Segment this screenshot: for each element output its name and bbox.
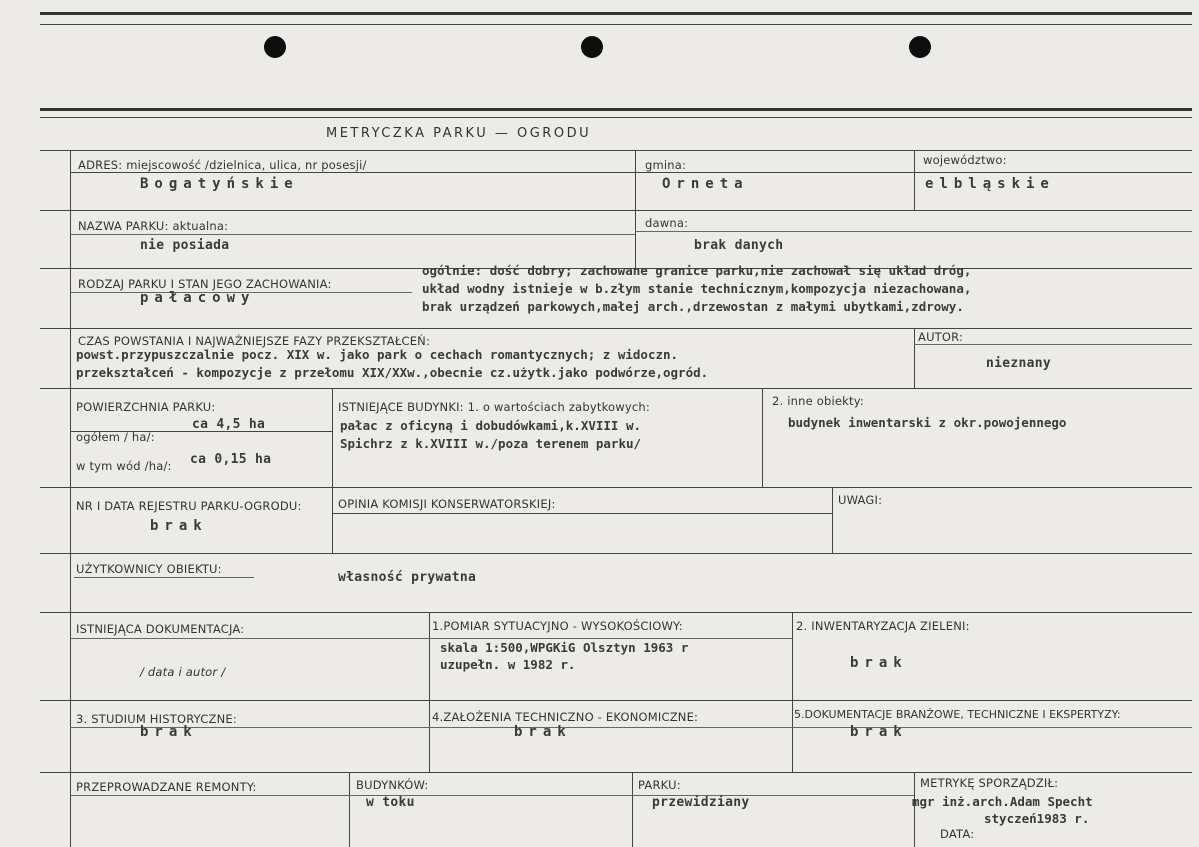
col-divider xyxy=(914,328,915,388)
adres-label: ADRES: miejscowość /dzielnica, ulica, nr posesji/ xyxy=(78,158,367,172)
top-border xyxy=(40,12,1192,15)
stan-line: układ wodny istnieje w b.złym stanie technicznym,kompozycja niezachowana, xyxy=(422,281,972,296)
wojewodztwo-label: województwo: xyxy=(923,153,1007,167)
czas-label: CZAS POWSTANIA I NAJWAŻNIEJSZE FAZY PRZEKSZTAŁCEŃ: xyxy=(78,334,431,348)
czas-line: przekształceń - kompozycje z przełomu XIX/XXw.,obecnie cz.użytk.jako podwórze,ogród. xyxy=(76,365,709,380)
pomiar-label: 1.POMIAR SYTUACYJNO - WYSOKOŚCIOWY: xyxy=(432,619,683,633)
inner-line xyxy=(70,172,1192,173)
dokumentacja-underline xyxy=(70,638,792,639)
gmina-label: gmina: xyxy=(645,158,687,172)
punch-hole-right xyxy=(909,36,931,58)
col-divider xyxy=(914,772,915,847)
stan-line: ogólnie: dość dobry; zachowane granice parku,nie zachował się układ dróg, xyxy=(422,263,972,278)
wod-value: ca 0,15 ha xyxy=(190,452,272,467)
uwagi-label: UWAGI: xyxy=(838,493,883,507)
budynkow-label: BUDYNKÓW: xyxy=(356,778,429,792)
wojewodztwo-value: elbląskie xyxy=(925,176,1055,192)
autor-underline xyxy=(914,344,1192,345)
pomiar-line: uzupełn. w 1982 r. xyxy=(440,657,576,672)
rodzaj-label: RODZAJ PARKU I STAN JEGO ZACHOWANIA: xyxy=(78,277,332,291)
row-line xyxy=(40,700,1192,701)
rodzaj-value: pałacowy xyxy=(140,290,256,306)
autor-label: AUTOR: xyxy=(918,330,964,344)
col-divider xyxy=(635,150,636,268)
uzytkownicy-underline xyxy=(74,577,254,578)
row-line xyxy=(40,150,1192,151)
studium-underline xyxy=(70,727,1192,728)
remonty-underline xyxy=(70,795,914,796)
page-title: METRYCZKA PARKU — OGRODU xyxy=(326,126,592,141)
row-line xyxy=(40,210,1192,211)
zalozenia-label: 4.ZAŁOŻENIA TECHNICZNO - EKONOMICZNE: xyxy=(432,710,699,724)
studium-value: brak xyxy=(140,724,198,740)
dawna-value: brak danych xyxy=(694,238,784,253)
branzowe-label: 5.DOKUMENTACJE BRANŻOWE, TECHNICZNE I EKSPERTYZY: xyxy=(794,708,1121,721)
budynkow-value: w toku xyxy=(366,795,415,810)
wod-label: w tym wód /ha/: xyxy=(76,459,172,473)
branzowe-value: brak xyxy=(850,724,908,740)
rejestr-value: brak xyxy=(150,518,208,534)
nazwa-value: nie posiada xyxy=(140,238,230,253)
metryke-value: mgr inż.arch.Adam Specht xyxy=(912,794,1093,809)
ogolem-value: ca 4,5 ha xyxy=(192,417,266,432)
metryke-label: METRYKĘ SPORZĄDZIŁ: xyxy=(920,776,1059,790)
uzytkownicy-label: UŻYTKOWNICY OBIEKTU: xyxy=(76,562,222,576)
punch-hole-center xyxy=(581,36,603,58)
col-divider xyxy=(332,388,333,553)
opinia-label: OPINIA KOMISJI KONSERWATORSKIEJ: xyxy=(338,497,556,511)
uzytkownicy-value: własność prywatna xyxy=(338,570,477,585)
parku-label: PARKU: xyxy=(638,778,681,792)
row-line xyxy=(40,553,1192,554)
nazwa-label: NAZWA PARKU: aktualna: xyxy=(78,219,229,233)
adres-value: Bogatyńskie xyxy=(140,176,299,192)
powierzchnia-label: POWIERZCHNIA PARKU: xyxy=(76,400,216,414)
budynki-line: pałac z oficyną i dobudówkami,k.XVIII w. xyxy=(340,418,642,433)
header-border-inner xyxy=(40,117,1192,118)
data-autor-label: / data i autor / xyxy=(140,665,226,679)
top-border-inner xyxy=(40,24,1192,25)
col-divider xyxy=(832,487,833,553)
stan-line: brak urządzeń parkowych,małej arch.,drzewostan z małymi ubytkami,zdrowy. xyxy=(422,299,964,314)
data-value: styczeń1983 r. xyxy=(984,811,1090,826)
col-divider xyxy=(792,612,793,772)
dokumentacja-label: ISTNIEJĄCA DOKUMENTACJA: xyxy=(76,622,245,636)
col-divider xyxy=(349,772,350,847)
data-label: DATA: xyxy=(940,827,975,841)
row-line xyxy=(40,772,1192,773)
col-divider xyxy=(429,612,430,772)
col-divider xyxy=(762,388,763,487)
inwentaryzacja-label: 2. INWENTARYZACJA ZIELENI: xyxy=(796,619,970,633)
dawna-label: dawna: xyxy=(645,216,689,230)
col-divider xyxy=(632,772,633,847)
budynki-line: Spichrz z k.XVIII w./poza terenem parku/ xyxy=(340,436,642,451)
ogolem-label: ogółem / ha/: xyxy=(76,430,155,444)
pomiar-line: skala 1:500,WPGKiG Olsztyn 1963 r xyxy=(440,640,689,655)
inne-obiekty-value: budynek inwentarski z okr.powojennego xyxy=(788,415,1067,430)
col-divider xyxy=(914,150,915,210)
header-border xyxy=(40,108,1192,111)
row-line xyxy=(40,328,1192,329)
autor-value: nieznany xyxy=(986,356,1052,371)
row-line xyxy=(40,487,1192,488)
dawna-underline xyxy=(635,231,1192,232)
left-margin-line xyxy=(70,150,71,847)
row-line xyxy=(40,388,1192,389)
gmina-value: Orneta xyxy=(662,176,749,192)
row-line xyxy=(40,612,1192,613)
rejestr-label: NR I DATA REJESTRU PARKU-OGRODU: xyxy=(76,499,302,513)
zalozenia-value: brak xyxy=(514,724,572,740)
punch-hole-left xyxy=(264,36,286,58)
parku-value: przewidziany xyxy=(652,795,750,810)
nazwa-underline xyxy=(70,234,635,235)
inner-line xyxy=(332,513,832,514)
inwentaryzacja-value: brak xyxy=(850,655,908,671)
czas-line: powst.przypuszczalnie pocz. XIX w. jako park o cechach romantycznych; z widoczn. xyxy=(76,347,679,362)
studium-label: 3. STUDIUM HISTORYCZNE: xyxy=(76,712,237,726)
remonty-label: PRZEPROWADZANE REMONTY: xyxy=(76,780,257,794)
inne-obiekty-label: 2. inne obiekty: xyxy=(772,394,864,408)
budynki-label: ISTNIEJĄCE BUDYNKI: 1. o wartościach zabytkowych: xyxy=(338,400,650,414)
